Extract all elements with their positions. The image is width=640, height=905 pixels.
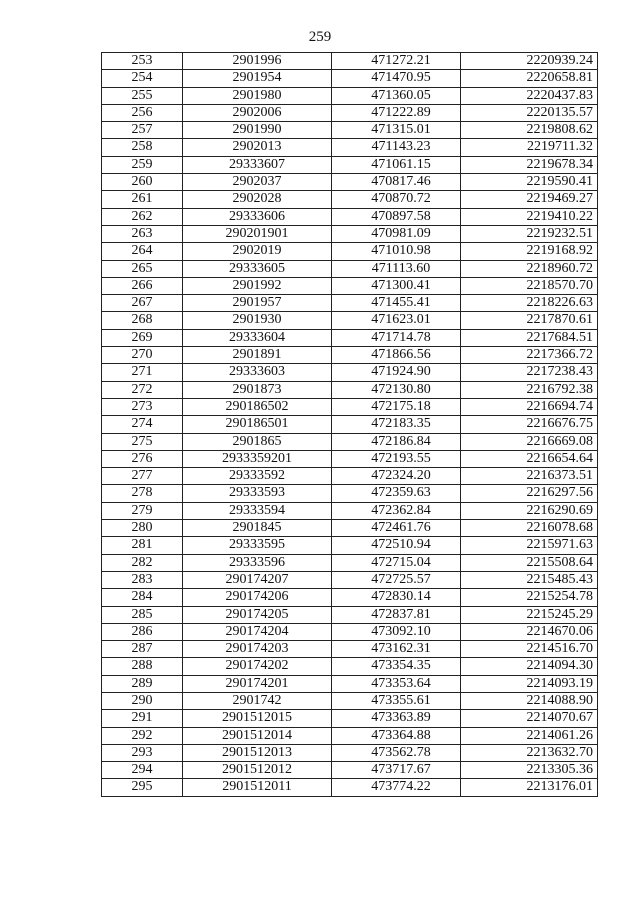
point-index-cell: 286 (102, 623, 183, 640)
table-row (102, 398, 598, 415)
point-id-cell: 2901845 (183, 520, 332, 537)
point-index-cell: 283 (102, 571, 183, 588)
y-coordinate-cell: 2217684.51 (461, 329, 598, 346)
point-id-cell: 2902013 (183, 139, 332, 156)
table-row (102, 208, 598, 225)
point-id-cell: 2901990 (183, 122, 332, 139)
x-coordinate-cell: 471010.98 (332, 243, 461, 260)
x-coordinate-cell: 470897.58 (332, 208, 461, 225)
point-index-cell: 291 (102, 710, 183, 727)
y-coordinate-cell: 2217238.43 (461, 364, 598, 381)
table-row (102, 692, 598, 709)
table-row (102, 243, 598, 260)
y-coordinate-cell: 2214094.30 (461, 658, 598, 675)
table-row (102, 450, 598, 467)
point-index-cell: 279 (102, 502, 183, 519)
point-index-cell: 260 (102, 174, 183, 191)
point-id-cell: 290174207 (183, 571, 332, 588)
point-id-cell: 2901512014 (183, 727, 332, 744)
x-coordinate-cell: 470870.72 (332, 191, 461, 208)
point-index-cell: 274 (102, 416, 183, 433)
point-index-cell: 293 (102, 744, 183, 761)
point-id-cell: 2933359201 (183, 450, 332, 467)
point-id-cell: 2901865 (183, 433, 332, 450)
table-row (102, 433, 598, 450)
y-coordinate-cell: 2217870.61 (461, 312, 598, 329)
point-index-cell: 273 (102, 398, 183, 415)
table-row (102, 554, 598, 571)
table-row (102, 520, 598, 537)
point-index-cell: 255 (102, 87, 183, 104)
point-index-cell: 264 (102, 243, 183, 260)
point-id-cell: 29333606 (183, 208, 332, 225)
y-coordinate-cell: 2219678.34 (461, 156, 598, 173)
point-index-cell: 269 (102, 329, 183, 346)
point-id-cell: 29333603 (183, 364, 332, 381)
point-id-cell: 2901512011 (183, 779, 332, 796)
point-index-cell: 263 (102, 225, 183, 242)
point-index-cell: 271 (102, 364, 183, 381)
coordinates-table (101, 52, 598, 797)
point-index-cell: 267 (102, 295, 183, 312)
table-row (102, 104, 598, 121)
point-id-cell: 290174203 (183, 641, 332, 658)
table-row (102, 191, 598, 208)
y-coordinate-cell: 2217366.72 (461, 347, 598, 364)
table-row (102, 122, 598, 139)
x-coordinate-cell: 472715.04 (332, 554, 461, 571)
x-coordinate-cell: 471300.41 (332, 277, 461, 294)
x-coordinate-cell: 470817.46 (332, 174, 461, 191)
y-coordinate-cell: 2215254.78 (461, 589, 598, 606)
y-coordinate-cell: 2219168.92 (461, 243, 598, 260)
table-row (102, 295, 598, 312)
point-id-cell: 290174202 (183, 658, 332, 675)
y-coordinate-cell: 2216290.69 (461, 502, 598, 519)
y-coordinate-cell: 2214516.70 (461, 641, 598, 658)
y-coordinate-cell: 2216297.56 (461, 485, 598, 502)
y-coordinate-cell: 2218570.70 (461, 277, 598, 294)
y-coordinate-cell: 2213305.36 (461, 762, 598, 779)
y-coordinate-cell: 2220437.83 (461, 87, 598, 104)
y-coordinate-cell: 2220939.24 (461, 53, 598, 70)
point-id-cell: 2902019 (183, 243, 332, 260)
point-index-cell: 257 (102, 122, 183, 139)
table-row (102, 416, 598, 433)
point-index-cell: 268 (102, 312, 183, 329)
point-id-cell: 2901992 (183, 277, 332, 294)
x-coordinate-cell: 472359.63 (332, 485, 461, 502)
table-row (102, 571, 598, 588)
y-coordinate-cell: 2216694.74 (461, 398, 598, 415)
y-coordinate-cell: 2219808.62 (461, 122, 598, 139)
x-coordinate-cell: 472725.57 (332, 571, 461, 588)
point-id-cell: 2902037 (183, 174, 332, 191)
table-row (102, 329, 598, 346)
point-index-cell: 292 (102, 727, 183, 744)
y-coordinate-cell: 2215508.64 (461, 554, 598, 571)
y-coordinate-cell: 2214061.26 (461, 727, 598, 744)
point-id-cell: 290186501 (183, 416, 332, 433)
point-id-cell: 2901512012 (183, 762, 332, 779)
table-row (102, 675, 598, 692)
point-index-cell: 277 (102, 468, 183, 485)
y-coordinate-cell: 2214670.06 (461, 623, 598, 640)
x-coordinate-cell: 473717.67 (332, 762, 461, 779)
point-index-cell: 288 (102, 658, 183, 675)
y-coordinate-cell: 2215971.63 (461, 537, 598, 554)
table-row (102, 70, 598, 87)
table-row (102, 589, 598, 606)
point-id-cell: 2902028 (183, 191, 332, 208)
x-coordinate-cell: 473364.88 (332, 727, 461, 744)
table-row (102, 174, 598, 191)
table-row (102, 312, 598, 329)
y-coordinate-cell: 2215485.43 (461, 571, 598, 588)
y-coordinate-cell: 2218960.72 (461, 260, 598, 277)
y-coordinate-cell: 2219469.27 (461, 191, 598, 208)
point-index-cell: 266 (102, 277, 183, 294)
table-row (102, 139, 598, 156)
point-index-cell: 253 (102, 53, 183, 70)
point-id-cell: 2901512013 (183, 744, 332, 761)
y-coordinate-cell: 2214093.19 (461, 675, 598, 692)
point-index-cell: 275 (102, 433, 183, 450)
point-id-cell: 290174201 (183, 675, 332, 692)
x-coordinate-cell: 471113.60 (332, 260, 461, 277)
point-index-cell: 270 (102, 347, 183, 364)
y-coordinate-cell: 2218226.63 (461, 295, 598, 312)
x-coordinate-cell: 470981.09 (332, 225, 461, 242)
y-coordinate-cell: 2219711.32 (461, 139, 598, 156)
table-row (102, 623, 598, 640)
y-coordinate-cell: 2216676.75 (461, 416, 598, 433)
table-row (102, 606, 598, 623)
point-index-cell: 284 (102, 589, 183, 606)
y-coordinate-cell: 2214088.90 (461, 692, 598, 709)
point-index-cell: 276 (102, 450, 183, 467)
table-row (102, 468, 598, 485)
x-coordinate-cell: 471866.56 (332, 347, 461, 364)
y-coordinate-cell: 2216654.64 (461, 450, 598, 467)
x-coordinate-cell: 472324.20 (332, 468, 461, 485)
table-row (102, 658, 598, 675)
x-coordinate-cell: 472193.55 (332, 450, 461, 467)
table-row (102, 347, 598, 364)
x-coordinate-cell: 473774.22 (332, 779, 461, 796)
x-coordinate-cell: 473092.10 (332, 623, 461, 640)
table-row (102, 779, 598, 796)
point-id-cell: 290186502 (183, 398, 332, 415)
point-id-cell: 2901891 (183, 347, 332, 364)
point-id-cell: 2901512015 (183, 710, 332, 727)
point-id-cell: 29333592 (183, 468, 332, 485)
point-index-cell: 287 (102, 641, 183, 658)
x-coordinate-cell: 473353.64 (332, 675, 461, 692)
point-id-cell: 2901980 (183, 87, 332, 104)
x-coordinate-cell: 471061.15 (332, 156, 461, 173)
point-id-cell: 2901954 (183, 70, 332, 87)
table-row (102, 381, 598, 398)
point-index-cell: 281 (102, 537, 183, 554)
y-coordinate-cell: 2216669.08 (461, 433, 598, 450)
point-index-cell: 259 (102, 156, 183, 173)
x-coordinate-cell: 471714.78 (332, 329, 461, 346)
x-coordinate-cell: 471143.23 (332, 139, 461, 156)
point-index-cell: 290 (102, 692, 183, 709)
x-coordinate-cell: 473562.78 (332, 744, 461, 761)
point-id-cell: 2902006 (183, 104, 332, 121)
point-index-cell: 261 (102, 191, 183, 208)
table-row (102, 727, 598, 744)
point-index-cell: 280 (102, 520, 183, 537)
y-coordinate-cell: 2216078.68 (461, 520, 598, 537)
point-index-cell: 289 (102, 675, 183, 692)
x-coordinate-cell: 471623.01 (332, 312, 461, 329)
point-id-cell: 2901957 (183, 295, 332, 312)
table-row (102, 87, 598, 104)
y-coordinate-cell: 2216373.51 (461, 468, 598, 485)
point-id-cell: 29333595 (183, 537, 332, 554)
table-row (102, 762, 598, 779)
point-index-cell: 294 (102, 762, 183, 779)
point-index-cell: 262 (102, 208, 183, 225)
x-coordinate-cell: 472183.35 (332, 416, 461, 433)
point-id-cell: 2901996 (183, 53, 332, 70)
point-index-cell: 254 (102, 70, 183, 87)
x-coordinate-cell: 471222.89 (332, 104, 461, 121)
table-row (102, 641, 598, 658)
point-index-cell: 265 (102, 260, 183, 277)
table-row (102, 537, 598, 554)
point-index-cell: 258 (102, 139, 183, 156)
x-coordinate-cell: 471470.95 (332, 70, 461, 87)
x-coordinate-cell: 472130.80 (332, 381, 461, 398)
table-row (102, 53, 598, 70)
x-coordinate-cell: 472362.84 (332, 502, 461, 519)
point-index-cell: 285 (102, 606, 183, 623)
point-id-cell: 29333596 (183, 554, 332, 571)
point-index-cell: 256 (102, 104, 183, 121)
x-coordinate-cell: 471360.05 (332, 87, 461, 104)
page-number: 259 (308, 29, 332, 45)
x-coordinate-cell: 473162.31 (332, 641, 461, 658)
coordinates-table-body (102, 53, 598, 797)
point-index-cell: 295 (102, 779, 183, 796)
table-row (102, 364, 598, 381)
point-id-cell: 2901873 (183, 381, 332, 398)
point-id-cell: 2901930 (183, 312, 332, 329)
table-row (102, 744, 598, 761)
y-coordinate-cell: 2213176.01 (461, 779, 598, 796)
y-coordinate-cell: 2219410.22 (461, 208, 598, 225)
x-coordinate-cell: 472510.94 (332, 537, 461, 554)
y-coordinate-cell: 2219590.41 (461, 174, 598, 191)
y-coordinate-cell: 2216792.38 (461, 381, 598, 398)
point-id-cell: 2901742 (183, 692, 332, 709)
x-coordinate-cell: 473363.89 (332, 710, 461, 727)
point-id-cell: 290201901 (183, 225, 332, 242)
point-id-cell: 290174206 (183, 589, 332, 606)
x-coordinate-cell: 471455.41 (332, 295, 461, 312)
point-id-cell: 290174204 (183, 623, 332, 640)
point-id-cell: 290174205 (183, 606, 332, 623)
x-coordinate-cell: 472461.76 (332, 520, 461, 537)
x-coordinate-cell: 472830.14 (332, 589, 461, 606)
table-row (102, 710, 598, 727)
point-index-cell: 282 (102, 554, 183, 571)
point-id-cell: 29333604 (183, 329, 332, 346)
y-coordinate-cell: 2214070.67 (461, 710, 598, 727)
table-row (102, 156, 598, 173)
table-row (102, 502, 598, 519)
x-coordinate-cell: 471315.01 (332, 122, 461, 139)
table-row (102, 260, 598, 277)
y-coordinate-cell: 2219232.51 (461, 225, 598, 242)
x-coordinate-cell: 472837.81 (332, 606, 461, 623)
table-row (102, 225, 598, 242)
table-row (102, 277, 598, 294)
y-coordinate-cell: 2215245.29 (461, 606, 598, 623)
x-coordinate-cell: 472186.84 (332, 433, 461, 450)
point-id-cell: 29333593 (183, 485, 332, 502)
point-id-cell: 29333607 (183, 156, 332, 173)
point-id-cell: 29333605 (183, 260, 332, 277)
x-coordinate-cell: 473354.35 (332, 658, 461, 675)
x-coordinate-cell: 471272.21 (332, 53, 461, 70)
table-row (102, 485, 598, 502)
point-index-cell: 272 (102, 381, 183, 398)
y-coordinate-cell: 2213632.70 (461, 744, 598, 761)
x-coordinate-cell: 472175.18 (332, 398, 461, 415)
y-coordinate-cell: 2220135.57 (461, 104, 598, 121)
x-coordinate-cell: 473355.61 (332, 692, 461, 709)
point-index-cell: 278 (102, 485, 183, 502)
y-coordinate-cell: 2220658.81 (461, 70, 598, 87)
x-coordinate-cell: 471924.90 (332, 364, 461, 381)
point-id-cell: 29333594 (183, 502, 332, 519)
